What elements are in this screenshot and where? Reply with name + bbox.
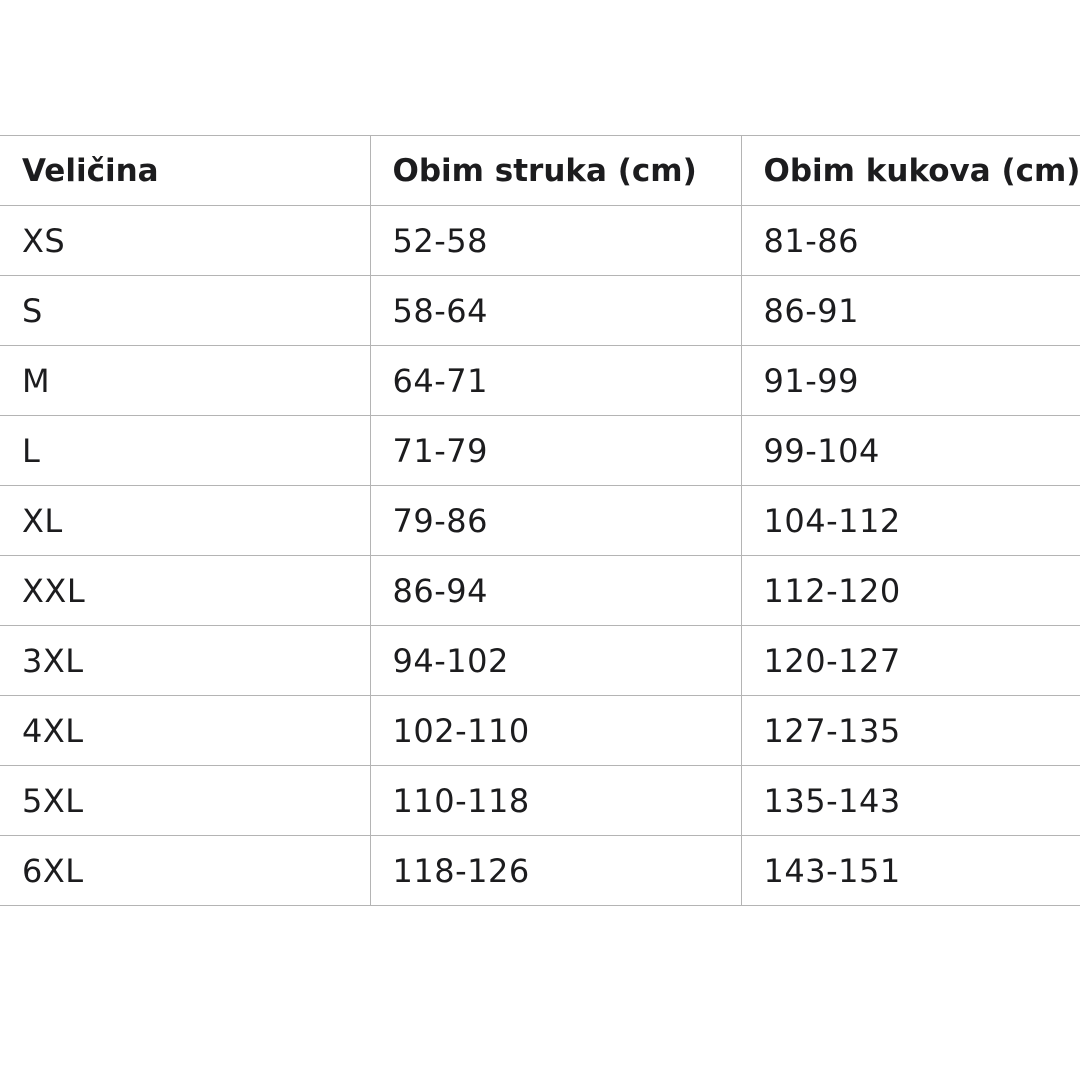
table-row [0,766,1080,836]
hips-cell: 127-135 [741,696,1080,766]
waist-cell: 86-94 [370,556,741,626]
table-row [0,556,1080,626]
size-cell: 5XL [0,766,370,836]
table-row [0,276,1080,346]
size-cell: XS [0,206,370,276]
table-row [0,626,1080,696]
size-cell: XXL [0,556,370,626]
size-cell: XL [0,486,370,556]
hips-cell: 99-104 [741,416,1080,486]
size-cell: 3XL [0,626,370,696]
table-row [0,486,1080,556]
table-row [0,696,1080,766]
waist-cell: 52-58 [370,206,741,276]
size-cell: S [0,276,370,346]
hips-cell: 81-86 [741,206,1080,276]
size-cell: M [0,346,370,416]
waist-cell: 71-79 [370,416,741,486]
hips-cell: 86-91 [741,276,1080,346]
waist-cell: 102-110 [370,696,741,766]
table-row [0,836,1080,906]
hips-cell: 120-127 [741,626,1080,696]
waist-cell: 79-86 [370,486,741,556]
waist-cell: 64-71 [370,346,741,416]
table-row [0,346,1080,416]
header-size: Veličina [0,136,370,206]
hips-cell: 143-151 [741,836,1080,906]
size-cell: L [0,416,370,486]
size-cell: 4XL [0,696,370,766]
table-row [0,416,1080,486]
waist-cell: 118-126 [370,836,741,906]
hips-cell: 104-112 [741,486,1080,556]
table-header [0,136,1080,206]
waist-cell: 58-64 [370,276,741,346]
waist-cell: 94-102 [370,626,741,696]
size-cell: 6XL [0,836,370,906]
hips-cell: 112-120 [741,556,1080,626]
header-row [0,136,1080,206]
header-hips: Obim kukova (cm) [741,136,1080,206]
table-body [0,206,1080,906]
header-waist: Obim struka (cm) [370,136,741,206]
hips-cell: 135-143 [741,766,1080,836]
size-chart-table [0,135,1080,906]
waist-cell: 110-118 [370,766,741,836]
hips-cell: 91-99 [741,346,1080,416]
table-row [0,206,1080,276]
